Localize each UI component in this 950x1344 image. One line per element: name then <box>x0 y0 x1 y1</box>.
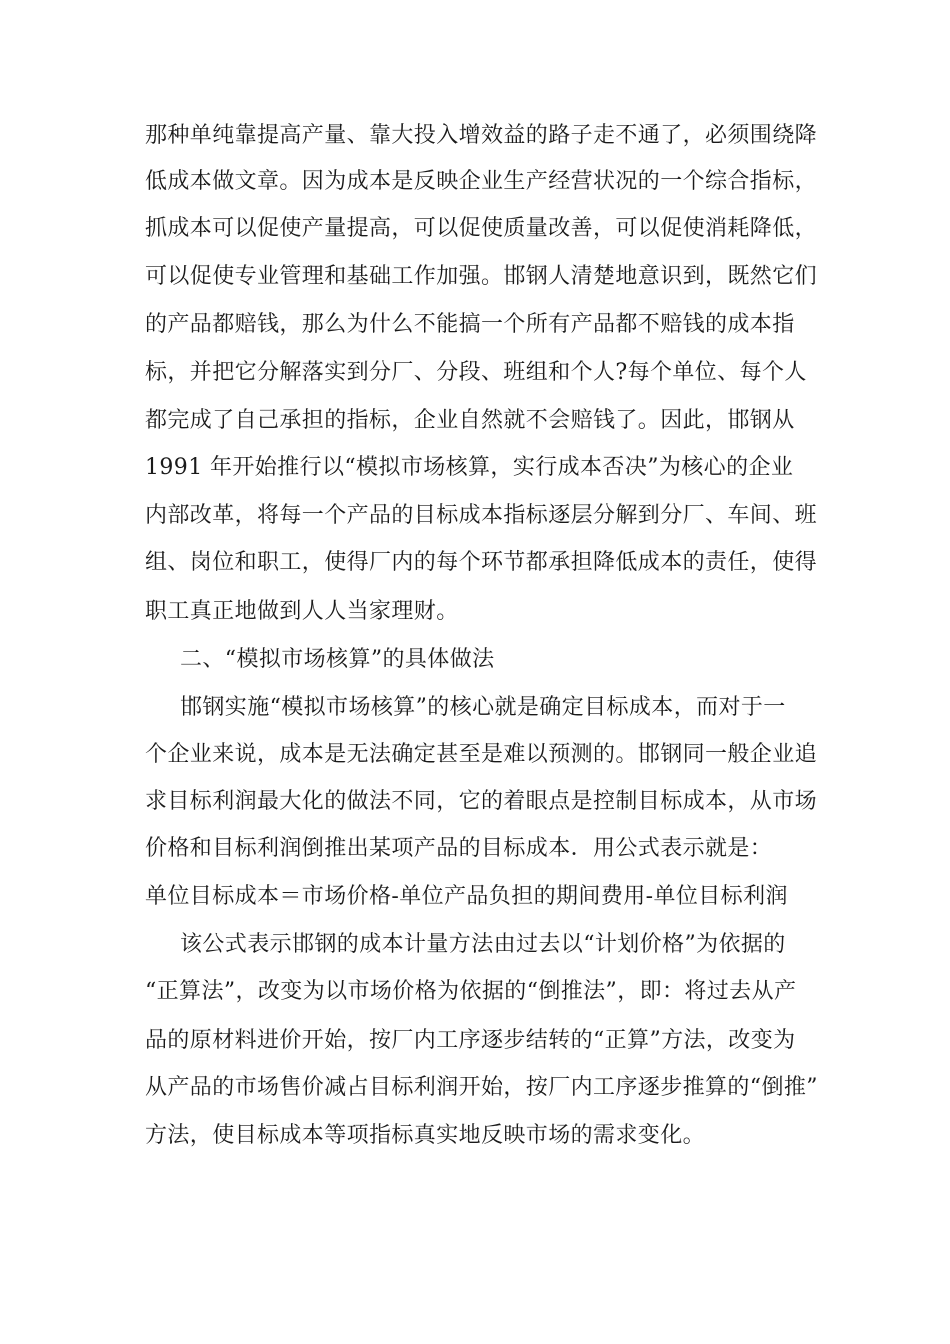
text-line: 组、岗位和职工，使得厂内的每个环节都承担降低成本的责任，使得 <box>145 550 818 575</box>
text-line: 抓成本可以促使产量提高，可以促使质量改善，可以促使消耗降低， <box>145 216 818 241</box>
text-line: 内部改革，将每一个产品的目标成本指标逐层分解到分厂、车间、班 <box>145 503 818 528</box>
text-line: 邯钢实施“模拟市场核算”的核心就是确定目标成本，而对于一 <box>180 695 786 720</box>
text-line: 价格和目标利润倒推出某项产品的目标成本．用公式表示就是： <box>145 836 773 861</box>
text-line: 那种单纯靠提高产量、靠大投入增效益的路子走不通了，必须围绕降 <box>145 123 818 148</box>
text-line: 的产品都赔钱，那么为什么不能搞一个所有产品都不赔钱的成本指 <box>145 312 795 337</box>
text-line: 品的原材料进价开始，按厂内工序逐步结转的“正算”方法，改变为 <box>145 1028 796 1053</box>
formula-line: 单位目标成本＝市场价格-单位产品负担的期间费用-单位目标利润 <box>145 884 788 909</box>
text-line: 都完成了自己承担的指标，企业自然就不会赔钱了。因此，邯钢从 <box>145 408 795 433</box>
text-line: 可以促使专业管理和基础工作加强。邯钢人清楚地意识到，既然它们 <box>145 264 818 289</box>
text-line: 1991 年开始推行以“模拟市场核算，实行成本否决”为核心的企业 <box>145 455 794 480</box>
text-line: 求目标利润最大化的做法不同，它的着眼点是控制目标成本，从市场 <box>145 789 818 814</box>
text-line: 从产品的市场售价减占目标利润开始，按厂内工序逐步推算的“倒推” <box>145 1075 818 1100</box>
section-heading: 二、“模拟市场核算”的具体做法 <box>180 647 495 672</box>
text-line: 该公式表示邯钢的成本计量方法由过去以“计划价格”为依据的 <box>180 932 786 957</box>
text-line: 标，并把它分解落实到分厂、分段、班组和个人?每个单位、每个人 <box>145 360 807 385</box>
text-line: 方法，使目标成本等项指标真实地反映市场的需求变化。 <box>145 1123 706 1148</box>
text-line: 职工真正地做到人人当家理财。 <box>145 599 459 624</box>
text-line: “正算法”，改变为以市场价格为依据的“倒推法”，即：将过去从产 <box>145 979 797 1004</box>
text-line: 个企业来说，成本是无法确定甚至是难以预测的。邯钢同一般企业追 <box>145 742 818 767</box>
text-line: 低成本做文章。因为成本是反映企业生产经营状况的一个综合指标， <box>145 169 818 194</box>
